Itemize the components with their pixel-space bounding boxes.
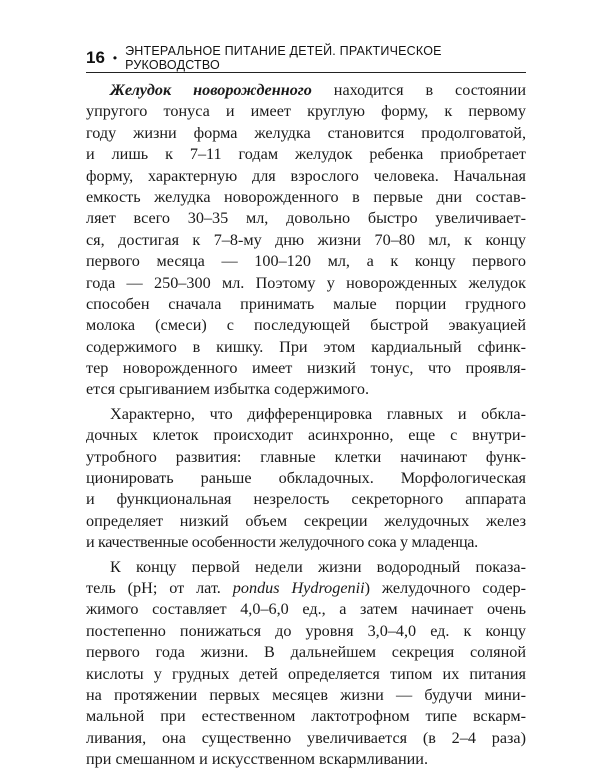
text-line: ется срыгиванием избытка содержимого. <box>86 380 369 399</box>
body-text <box>86 80 526 771</box>
text-line: году жизни форма желудка становится продолговатой, <box>86 123 526 142</box>
text-line: мальной при естественном лактотрофном типе вскарм- <box>86 707 526 726</box>
text-line: и лишь к 7–11 годам желудок ребенка приобретает <box>86 145 526 164</box>
text-line: первого года жизни. В дальнейшем секреция соляной <box>86 643 526 662</box>
header-bullet: • <box>112 51 118 65</box>
text-line: ся, достигая к 7–8-му дню жизни 70–80 мл, к концу <box>86 230 526 249</box>
text-line: способен сначала принимать малые порции грудного <box>86 294 526 313</box>
paragraph <box>86 80 526 401</box>
line-text: ) желудочного содер- <box>364 578 527 597</box>
text-line: Характерно, что дифференцировка главных и обкла- <box>110 404 526 423</box>
text-line: К концу первой недели жизни водородный показа- <box>110 557 526 576</box>
latin-term: pondus Hydrogenii <box>232 578 365 597</box>
text-line: дочных клеток происходит асинхронно, еще с внутри- <box>86 426 526 445</box>
page-number: 16 <box>86 48 105 67</box>
text-line: форму, характерную для взрослого человека. Начальная <box>86 166 526 185</box>
text-line: ливания, она существенно увеличивается (в 2–4 раза) <box>86 728 526 747</box>
text-line: утробного развития: главные клетки начинают функ- <box>86 447 526 466</box>
text-line: упругого тонуса и имеет круглую форму, к первому <box>86 102 526 121</box>
line-text: тель (рН; от лат. <box>86 578 233 597</box>
text-line: первого месяца — 100–120 мл, а к концу первого <box>86 252 526 271</box>
running-header <box>86 46 526 70</box>
text-line <box>86 80 526 101</box>
text-line: года — 250–300 мл. Поэтому у новорожденных желудок <box>86 273 526 292</box>
paragraph <box>86 557 526 771</box>
text-line: на протяжении первых месяцев жизни — будучи мини- <box>86 685 526 704</box>
text-line: и качественные особенности желудочного сока у младенца. <box>86 533 478 552</box>
text-line: емкость желудка новорожденного в первые дни состав- <box>86 187 526 206</box>
line-text: находится в состоянии <box>311 81 526 99</box>
text-line: жимого составляет 4,0–6,0 ед., а затем начинает очень <box>86 600 526 619</box>
text-line: молока (смеси) с последующей быстрой эвакуацией <box>86 316 526 335</box>
text-line: определяет низкий объем секреции желудочных желез <box>86 511 526 530</box>
term-bold: Желудок новорожденного <box>110 81 312 99</box>
text-line: ционировать раньше обкладочных. Морфологическая <box>86 469 526 488</box>
running-title: ЭНТЕРАЛЬНОЕ ПИТАНИЕ ДЕТЕЙ. ПРАКТИЧЕСКОЕ РУКОВОДСТВО <box>125 44 442 72</box>
paragraph <box>86 404 526 554</box>
text-line: постепенно понижаться до уровня 3,0–4,0 ед. к концу <box>86 621 526 640</box>
text-line: кислоты у грудных детей определяется типом их питания <box>86 664 526 683</box>
text-line <box>86 578 526 599</box>
text-line: тер новорожденного имеет низкий тонус, что проявля- <box>86 359 526 378</box>
header-rule <box>86 72 526 73</box>
text-line: содержимого в кишку. При этом кардиальный сфинк- <box>86 337 526 356</box>
text-line: при смешанном и искусственном вскармливании. <box>86 750 429 769</box>
text-line: и функциональная незрелость секреторного аппарата <box>86 490 526 509</box>
text-line: ляет всего 30–35 мл, довольно быстро увеличивает- <box>86 209 526 228</box>
